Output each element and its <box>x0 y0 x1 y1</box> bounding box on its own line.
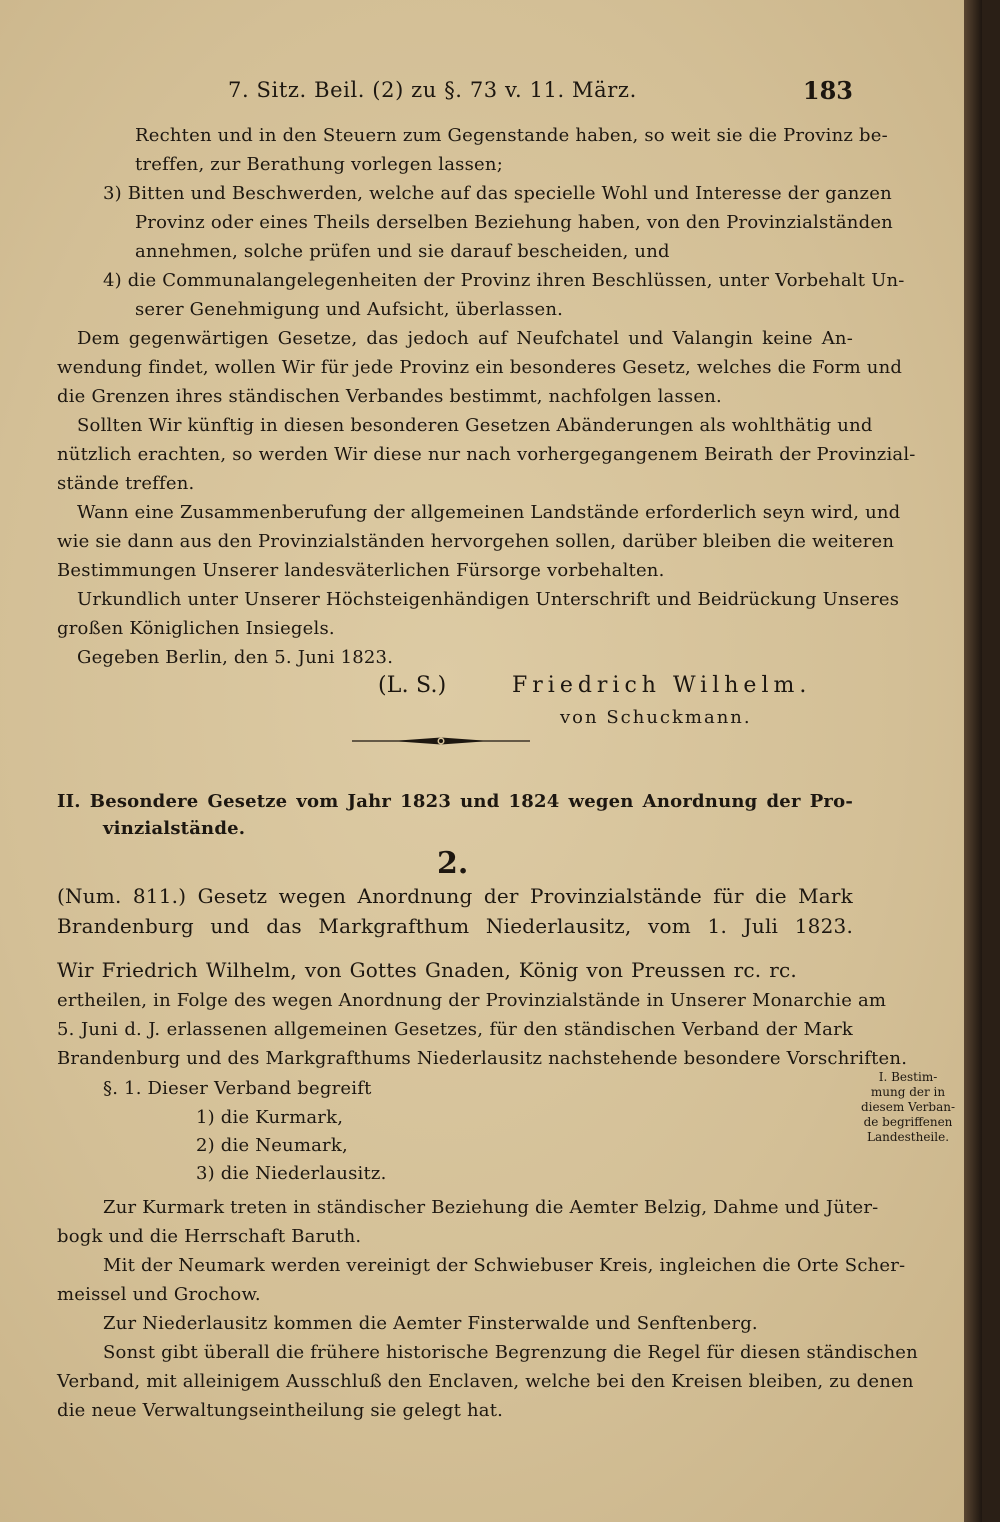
countersignature: von Schuckmann. <box>560 707 752 728</box>
text-line: Wann eine Zusammenberufung der allgemeinen Landstände erforderlich seyn wird, und <box>77 502 901 523</box>
margin-note-line: diesem Verban- <box>860 1100 956 1114</box>
text-line: Zur Kurmark treten in ständischer Beziehung die Aemter Belzig, Dahme und Jüter- <box>103 1197 879 1218</box>
text-line: serer Genehmigung und Aufsicht, überlassen. <box>135 299 564 320</box>
list-item: 3) Bitten und Beschwerden, welche auf das specielle Wohl und Interesse der ganzen <box>103 183 892 204</box>
list-item: 3) die Niederlausitz. <box>196 1163 387 1184</box>
list-item: 4) die Communalangelegenheiten der Provinz ihren Beschlüssen, unter Vorbehalt Un- <box>103 270 905 291</box>
law-number: 2. <box>437 846 469 881</box>
text-line: die neue Verwaltungseintheilung sie gelegt hat. <box>57 1400 504 1421</box>
text-line: Zur Niederlausitz kommen die Aemter Finsterwalde und Senftenberg. <box>103 1313 758 1334</box>
text-line: Verband, mit alleinigem Ausschluß den Enclaven, welche bei den Kreisen bleiben, zu denen <box>57 1371 914 1392</box>
text-line: ertheilen, in Folge des wegen Anordnung der Provinzialstände in Unserer Monarchie am <box>57 990 887 1011</box>
section-heading: II. Besondere Gesetze vom Jahr 1823 und 1824 wegen Anordnung der Pro- <box>57 791 853 812</box>
text-line: Urkundlich unter Unserer Höchsteigenhändigen Unterschrift und Beidrückung Unseres <box>77 589 900 610</box>
text-line: Dem gegenwärtigen Gesetze, das jedoch auf Neufchatel und Valangin keine An- <box>77 328 853 349</box>
text-line: meissel und Grochow. <box>57 1284 261 1305</box>
margin-note-line: Landestheile. <box>866 1130 950 1144</box>
law-title: (Num. 811.) Gesetz wegen Anordnung der Provinzialstände für die Mark <box>57 884 853 908</box>
text-line: die Grenzen ihres ständischen Verbandes bestimmt, nachfolgen lassen. <box>57 386 722 407</box>
margin-note <box>858 1070 958 1145</box>
date-line: Gegeben Berlin, den 5. Juni 1823. <box>77 647 394 668</box>
text-line: Rechten und in den Steuern zum Gegenstande haben, so weit sie die Provinz be- <box>135 125 888 146</box>
text-line: Sonst gibt überall die frühere historische Begrenzung die Regel für diesen ständischen <box>103 1342 918 1363</box>
paragraph-1: §. 1. Dieser Verband begreift <box>103 1078 372 1099</box>
margin-note-line: I. Bestim- <box>878 1070 938 1084</box>
text-line: Brandenburg und des Markgrafthums Niederlausitz nachstehende besondere Vorschriften. <box>57 1048 908 1069</box>
ornamental-divider <box>352 736 530 746</box>
text-line: 5. Juni d. J. erlassenen allgemeinen Gesetzes, für den ständischen Verband der Mark <box>57 1019 853 1040</box>
text-line: bogk und die Herrschaft Baruth. <box>57 1226 362 1247</box>
book-binding-edge <box>964 0 982 1522</box>
law-title: Brandenburg und das Markgrafthum Niederlausitz, vom 1. Juli 1823. <box>57 914 853 938</box>
text-line: treffen, zur Berathung vorlegen lassen; <box>135 154 503 175</box>
text-line: Provinz oder eines Theils derselben Beziehung haben, von den Provinzialständen <box>135 212 893 233</box>
seal-mark: (L. S.) <box>378 673 447 698</box>
signature: Friedrich Wilhelm. <box>512 673 812 698</box>
margin-note-line: mung der in <box>870 1085 946 1099</box>
text-line: Sollten Wir künftig in diesen besonderen Gesetzen Abänderungen als wohlthätig und <box>77 415 873 436</box>
list-item: 1) die Kurmark, <box>196 1107 344 1128</box>
text-line: stände treffen. <box>57 473 195 494</box>
text-line: nützlich erachten, so werden Wir diese nur nach vorhergegangenem Beirath der Provinzial- <box>57 444 916 465</box>
text-line: annehmen, solche prüfen und sie darauf bescheiden, und <box>135 241 670 262</box>
page-number: 183 <box>802 76 853 105</box>
text-line: großen Königlichen Insiegels. <box>57 618 335 639</box>
law-intro: Wir Friedrich Wilhelm, von Gottes Gnaden, König von Preussen rc. rc. <box>57 958 797 982</box>
section-heading-cont: vinzialstände. <box>103 818 246 839</box>
margin-note-line: de begriffenen <box>863 1115 953 1129</box>
header-title: 7. Sitz. Beil. (2) zu §. 73 v. 11. März. <box>228 78 637 102</box>
text-line: wie sie dann aus den Provinzialständen hervorgehen sollen, darüber bleiben die weiteren <box>57 531 895 552</box>
text-line: Mit der Neumark werden vereinigt der Schwiebuser Kreis, ingleichen die Orte Scher- <box>103 1255 906 1276</box>
list-item: 2) die Neumark, <box>196 1135 348 1156</box>
text-line: wendung findet, wollen Wir für jede Provinz ein besonderes Gesetz, welches die Form und <box>57 357 903 378</box>
text-line: Bestimmungen Unserer landesväterlichen Fürsorge vorbehalten. <box>57 560 665 581</box>
